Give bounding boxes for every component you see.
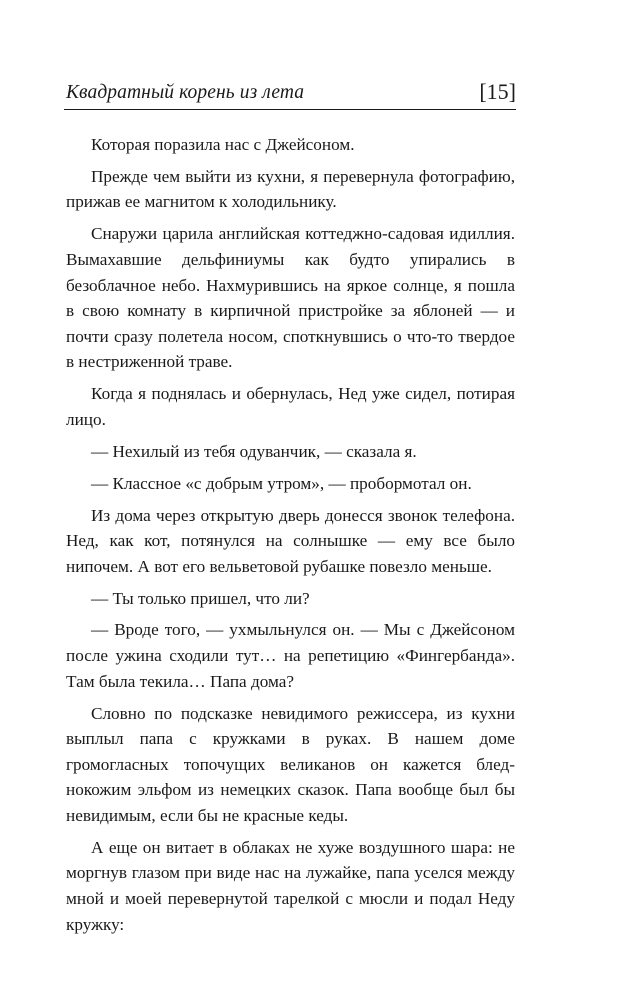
paragraph: Из дома через открытую дверь донесся звонок телефона. Нед, как кот, потянулся на солнышке — ему все было нипочем. А вот его вельветовой рубашке повезло меньше. [66,505,515,576]
book-title: Квадратный корень из лета [66,82,305,103]
paragraph: — Классное «с добрым утром», — пробормотал он. [91,473,472,493]
body-text [66,132,515,943]
paragraph: Прежде чем выйти из кухни, я перевернула фотографию, прижав ее магнитом к холодильнику. [66,166,515,212]
paragraph: Которая поразила нас с Джейсоном. [91,135,355,154]
paragraph: Когда я поднялась и обернулась, Нед уже сидел, потирая лицо. [66,384,515,429]
page-number: [15] [479,79,516,104]
paragraph: А еще он витает в облаках не хуже воздушного шара: не моргнув глазом при виде нас на лужайке, папа уселся между мной и моей перевернутой тарелкой с мюсли и подал Неду кружку: [66,837,515,934]
paragraph: Словно по подсказке невидимого режиссера, из кухни выплыл папа с кружками в руках. В нашем доме громогласных топочущих великанов он кажется бледнокожим эльфом из немецких сказок. Папа вообще был бы невидимым, если бы не красные кеды. [66,703,515,825]
header-rule [64,109,516,110]
paragraph: — Ты только пришел, что ли? [91,588,310,608]
paragraph: — Нехилый из тебя одуванчик, — сказала я. [91,441,417,461]
running-header [64,80,516,110]
paragraph: — Вроде того, — ухмыльнулся он. — Мы с Джейсоном после ужина сходили тут… на репетицию «Фингербанда». Там была текила… Папа дома? [66,620,515,691]
paragraph: Снаружи царила английская коттеджно-садовая идиллия. Вымахавшие дельфиниумы как будто упирались в безоблачное небо. Нахмурившись на яркое солнце, я пошла в свою комнату в кирпичной пристройке за яблоней — и почти сразу полетела носом, споткнувшись о что-то твердое в нестриженной траве. [66,224,515,372]
